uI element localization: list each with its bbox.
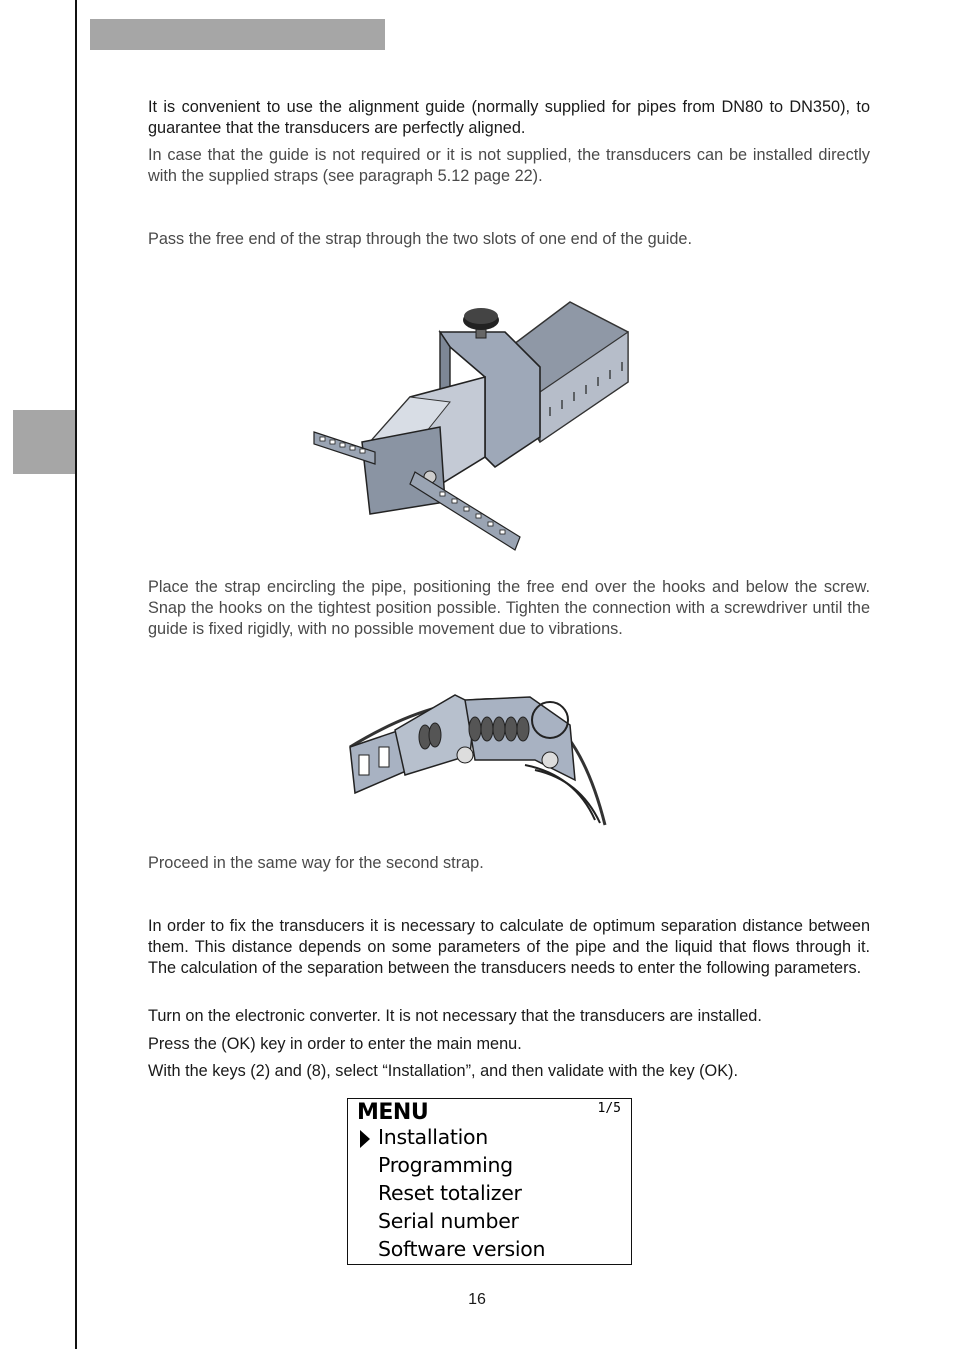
paragraph-turn-on: Turn on the electronic converter. It is not necessary that the transducers are installed.: [148, 1007, 762, 1025]
selection-arrow-icon: [360, 1130, 370, 1148]
paragraph-select-installation: With the keys (2) and (8), select “Installation”, and then validate with the key (OK).: [148, 1062, 739, 1080]
paragraph-place-strap: Place the strap encircling the pipe, positioning the free end over the hooks and below the screw. Snap the hooks on the tightest position possible. Tighten the connection with a screwdriver until the guide is fixed rigidly, with no possible movement due to vibrations.: [148, 578, 870, 638]
paragraph-separation-distance: In order to fix the transducers it is necessary to calculate de optimum separation distance between them. This distance depends on some parameters of the pipe and the liquid that flows through it. The calculation of the separation between the transducers needs to enter the following parameters.: [148, 917, 870, 977]
page-number: 16: [468, 1291, 486, 1308]
lcd-page-indicator: 1/5: [597, 1101, 621, 1116]
paragraph-alignment-guide: It is convenient to use the alignment guide (normally supplied for pipes from DN80 to DN350), to guarantee that the transducers are perfectly aligned.: [148, 98, 870, 137]
lcd-menu-item-installation: Installation: [378, 1125, 488, 1149]
paragraph-press-ok: Press the (OK) key in order to enter the main menu.: [148, 1035, 522, 1053]
chapter-side-tab: [13, 410, 75, 474]
lcd-menu-item-software-version: Software version: [378, 1237, 546, 1261]
strap-hook-illustration: [345, 685, 615, 830]
left-margin-rule: [75, 0, 77, 1349]
paragraph-pass-strap: Pass the free end of the strap through the two slots of one end of the guide.: [148, 230, 692, 248]
lcd-menu-title: MENU: [357, 1100, 429, 1125]
alignment-guide-illustration: [300, 292, 640, 562]
lcd-menu-display: [347, 1098, 632, 1265]
lcd-menu-item-programming: Programming: [378, 1153, 513, 1177]
paragraph-second-strap: Proceed in the same way for the second strap.: [148, 854, 484, 872]
lcd-menu-item-reset-totalizer: Reset totalizer: [378, 1181, 522, 1205]
section-header-bar: [90, 19, 385, 50]
paragraph-guide-not-required: In case that the guide is not required or it is not supplied, the transducers can be installed directly with the supplied straps (see paragraph 5.12 page 22).: [148, 146, 870, 185]
lcd-menu-item-serial-number: Serial number: [378, 1209, 519, 1233]
